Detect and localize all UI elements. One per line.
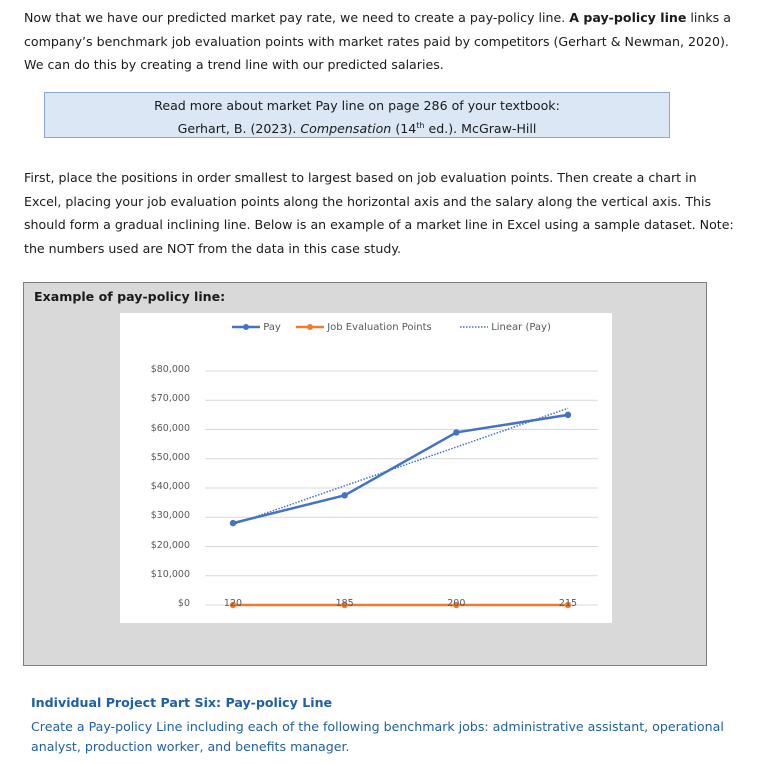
intro-text-before: Now that we have our predicted market pay rate, we need to create a pay-policy line.: [24, 10, 570, 25]
legend-label-linear: Linear (Pay): [491, 322, 551, 333]
pay-series-line: [233, 415, 568, 523]
example-title: Example of pay-policy line:: [34, 289, 226, 304]
chart-svg: [120, 313, 612, 623]
y-tick-label: $70,000: [150, 393, 190, 405]
y-tick-label: $0: [177, 598, 190, 609]
intro-bold-term: A pay-policy line: [569, 10, 687, 25]
pay-trendline: [233, 408, 568, 524]
x-tick-label: 200: [447, 598, 466, 609]
callout-edition-sup: th: [416, 121, 425, 130]
pay-series-point: [341, 492, 347, 498]
chart-area: [120, 313, 612, 623]
x-tick-label: 215: [558, 598, 578, 609]
y-tick-label: $60,000: [150, 422, 190, 434]
x-tick-label: 120: [223, 598, 243, 609]
legend-label-pay: Pay: [263, 322, 281, 333]
y-tick-label: $50,000: [150, 451, 190, 463]
callout-citation-prefix: Gerhart, B. (2023).: [177, 121, 301, 137]
x-tick-label: 185: [335, 598, 354, 609]
callout-citation-suffix: ed.). McGraw-Hill: [424, 121, 537, 137]
y-tick-label: $80,000: [150, 364, 190, 375]
project-body: Create a Pay-policy Line including each of the following benchmark jobs: administrative assistant, operational analyst, production worker, and benefits manager.: [31, 719, 724, 754]
pay-series-point: [230, 520, 236, 526]
y-tick-label: $40,000: [150, 481, 190, 492]
legend-label-job-eval: Job Evaluation Points: [327, 322, 432, 333]
pay-series-point: [453, 429, 459, 435]
example-box: [23, 282, 707, 666]
textbook-callout: [44, 92, 670, 138]
intro-paragraph: [24, 6, 736, 77]
callout-edition-num: (14: [395, 121, 417, 137]
y-tick-label: $30,000: [150, 510, 190, 522]
y-tick-label: $20,000: [150, 539, 190, 551]
project-heading: Individual Project Part Six: Pay-policy Line: [31, 695, 333, 710]
y-tick-label: $10,000: [150, 568, 190, 580]
callout-book-title: Compensation: [300, 121, 392, 137]
instructions-paragraph: First, place the positions in order smallest to largest based on job evaluation points. Then create a chart in Excel, placing your job evaluation points along the horizontal axis and the salary along the vertical axis. This should form a gradual inclining line. Below is an example of a market line in Excel using a sample dataset. Note: the numbers used are NOT from the data in this case study.: [24, 170, 734, 256]
callout-line-2: [45, 116, 669, 139]
pay-series-point: [565, 412, 571, 418]
intro-text-after: links a company’s benchmark job evaluation points with market rates paid by competitors (Gerhart & Newman, 2020). We can do this by creating a trend line with our predicted salaries.: [24, 10, 731, 72]
callout-line-1: Read more about market Pay line on page 286 of your textbook:: [154, 98, 560, 113]
